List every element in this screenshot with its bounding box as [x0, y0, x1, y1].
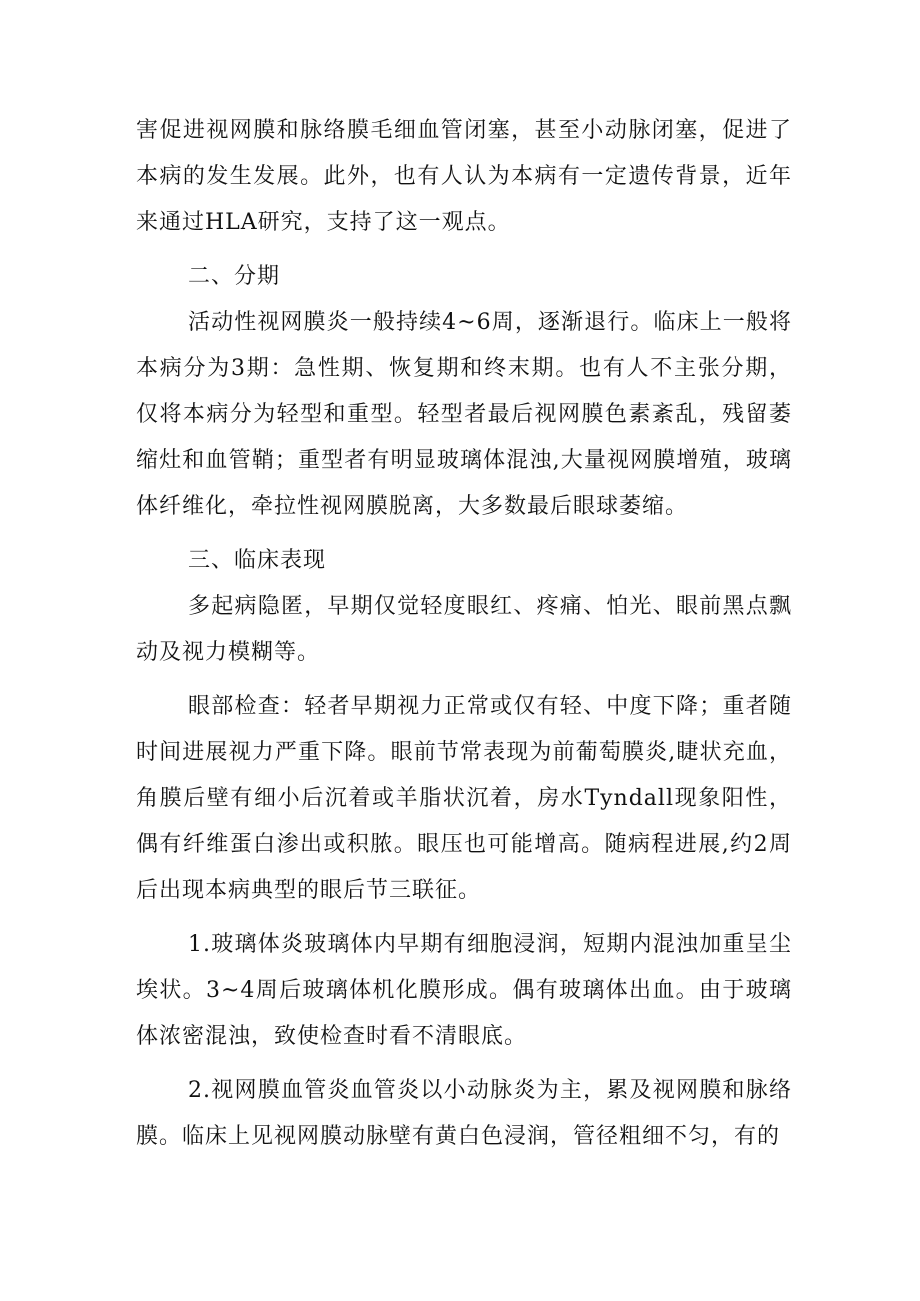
- paragraph-continued: 害促进视网膜和脉络膜毛细血管闭塞，甚至小动脉闭塞，促进了本病的发生发展。此外，也有人认为本病有一定遗传背景，近年来通过HLA研究，支持了这一观点。: [136, 118, 792, 235]
- paragraph-eye-exam: 眼部检查：轻者早期视力正常或仅有轻、中度下降；重者随时间进展视力严重下降。眼前节常表现为前葡萄膜炎,睫状充血，角膜后壁有细小后沉着或羊脂状沉着，房水Tyndall现象阳性，偶有纤维蛋白渗出或积脓。眼压也可能增高。随病程进展,约2周后出现本病典型的眼后节三联征。: [136, 694, 792, 903]
- section-heading-staging: 二、分期: [188, 264, 281, 289]
- paragraph-vasculitis: 2.视网膜血管炎血管炎以小动脉炎为主，累及视网膜和脉络膜。临床上见视网膜动脉壁有黄白色浸润，管径粗细不匀，有的: [136, 1078, 792, 1149]
- paragraph-onset: 多起病隐匿，早期仅觉轻度眼红、疼痛、怕光、眼前黑点飘动及视力模糊等。: [136, 594, 792, 665]
- document-body: [136, 108, 792, 1160]
- paragraph-vitritis: 1.玻璃体炎玻璃体内早期有细胞浸润，短期内混浊加重呈尘埃状。3~4周后玻璃体机化膜形成。偶有玻璃体出血。由于玻璃体浓密混浊，致使检查时看不清眼底。: [136, 932, 792, 1049]
- paragraph-staging: 活动性视网膜炎一般持续4~6周，逐渐退行。临床上一般将本病分为3期：急性期、恢复期和终末期。也有人不主张分期，仅将本病分为轻型和重型。轻型者最后视网膜色素紊乱，残留萎缩灶和血管鞘；重型者有明显玻璃体混浊,大量视网膜增殖，玻璃体纤维化，牵拉性视网膜脱离，大多数最后眼球萎缩。: [136, 310, 792, 519]
- section-heading-clinical: 三、临床表现: [188, 548, 327, 573]
